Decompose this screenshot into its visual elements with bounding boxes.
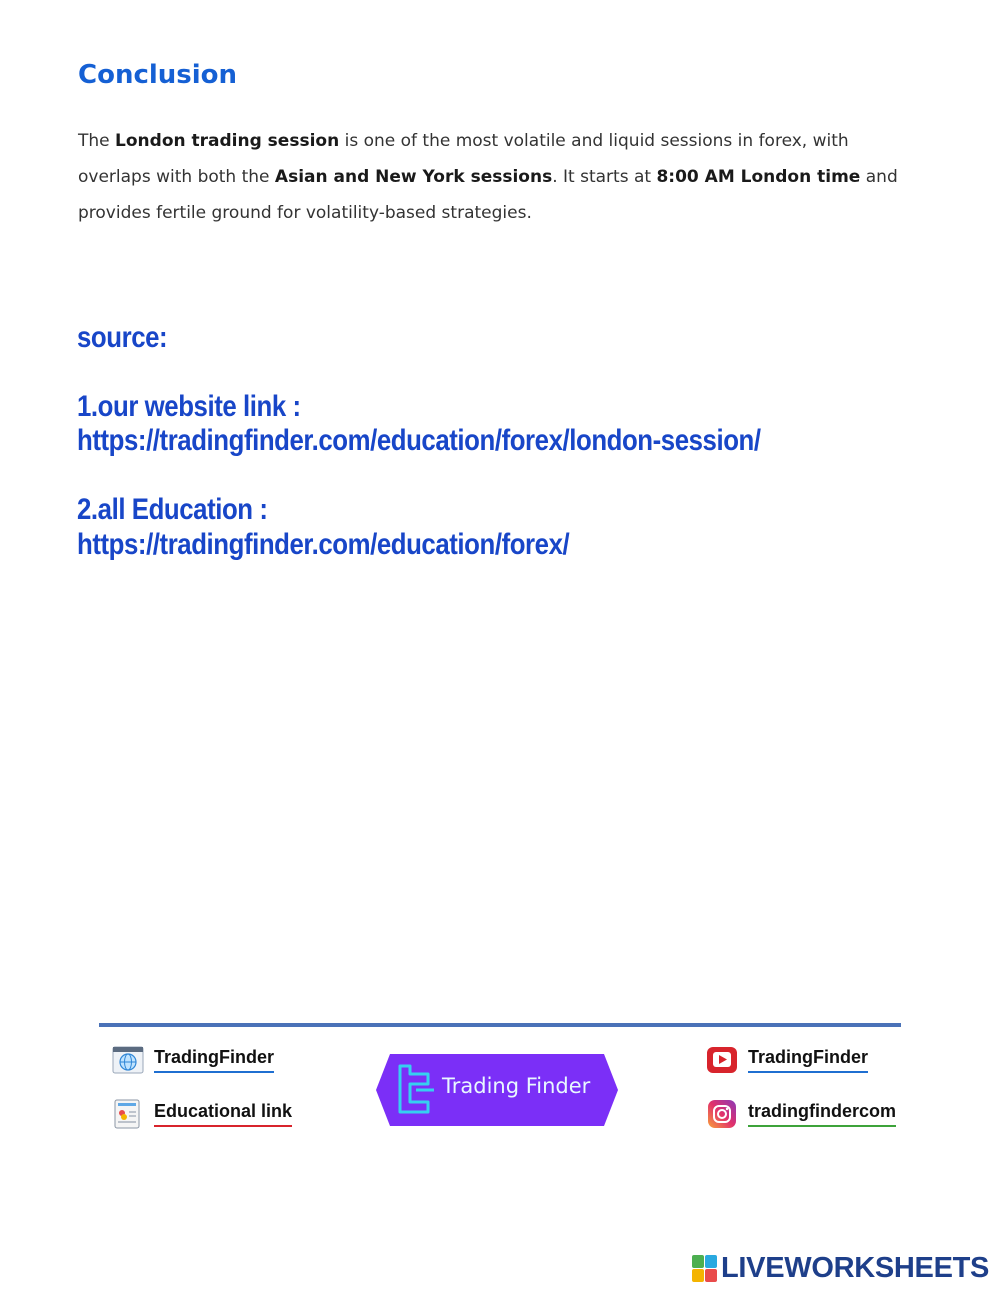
liveworksheets-logo-icon bbox=[692, 1254, 718, 1284]
instagram-link[interactable] bbox=[706, 1098, 896, 1130]
website-globe-icon bbox=[112, 1044, 144, 1076]
bold-london-session: London trading session bbox=[115, 131, 340, 151]
educational-link[interactable] bbox=[112, 1098, 292, 1130]
document-icon bbox=[112, 1098, 144, 1130]
source-item1-label: 1.our website link : bbox=[77, 390, 301, 423]
footer-divider bbox=[99, 1023, 901, 1027]
instagram-icon bbox=[706, 1098, 738, 1130]
educational-label: Educational link bbox=[154, 1101, 292, 1127]
conclusion-heading: Conclusion bbox=[78, 60, 238, 90]
bold-asian-newyork: Asian and New York sessions bbox=[274, 167, 553, 187]
logo-text: Trading Finder bbox=[442, 1074, 591, 1098]
bold-start-time: 8:00 AM London time bbox=[656, 167, 861, 187]
youtube-label: TradingFinder bbox=[748, 1047, 868, 1073]
source-label: source: bbox=[77, 321, 168, 354]
instagram-label: tradingfindercom bbox=[748, 1101, 896, 1127]
source-item1-link[interactable]: https://tradingfinder.com/education/forex/london-session/ bbox=[77, 424, 761, 457]
website-link[interactable] bbox=[112, 1044, 274, 1076]
website-label: TradingFinder bbox=[154, 1047, 274, 1073]
source-item1-link-wrap bbox=[77, 423, 761, 459]
conclusion-paragraph: The London trading session is one of the most volatile and liquid sessions in forex, with overlaps with both the Asian and New York sessions. It starts at 8:00 AM London time and provides fertile ground for volatility-based strategies. bbox=[78, 131, 898, 223]
liveworksheets-brand: LIVEWORKSHEETS bbox=[721, 1252, 990, 1284]
source-item2-link-wrap bbox=[77, 527, 569, 563]
liveworksheets-watermark bbox=[692, 1252, 989, 1285]
youtube-icon bbox=[706, 1044, 738, 1076]
source-item2-link[interactable]: https://tradingfinder.com/education/forex/ bbox=[77, 528, 570, 561]
youtube-link[interactable] bbox=[706, 1044, 868, 1076]
source-item2-label: 2.all Education : bbox=[77, 493, 268, 526]
